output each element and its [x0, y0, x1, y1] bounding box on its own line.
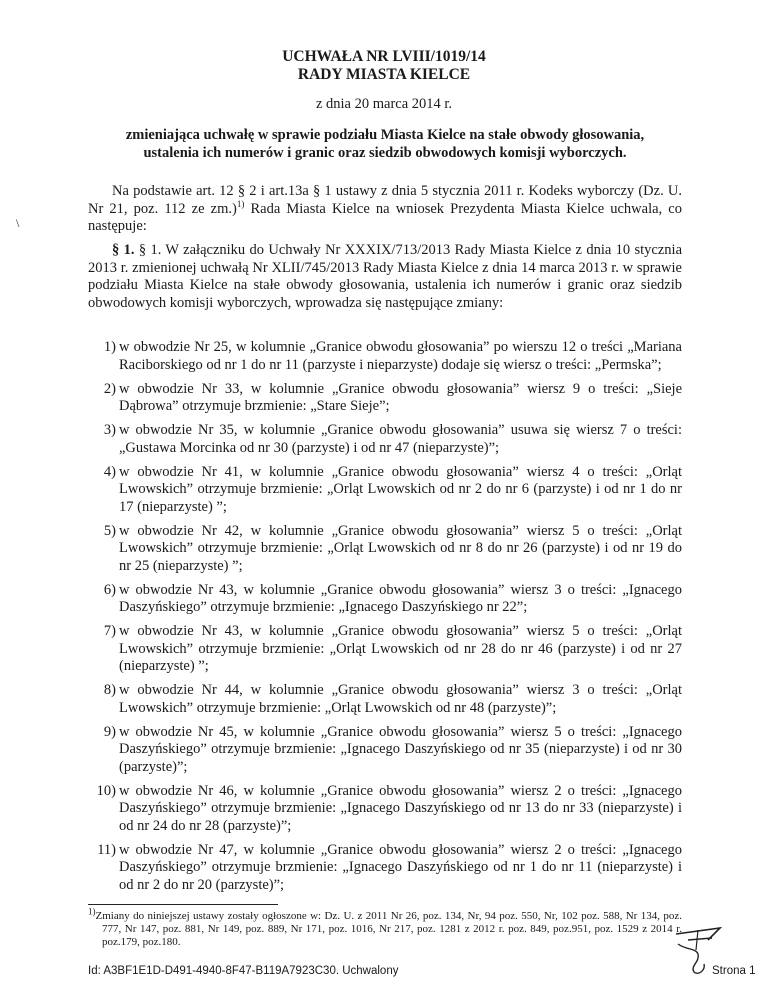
item-text: w obwodzie Nr 46, w kolumnie „Granice obwodu głosowania” wiersz 2 o treści: „Ignacego Daszyńskiego” otrzymuje brzmienie: „Ignacego Daszyńskiego od nr 13 do nr 33 (nieparzyste) i od nr 24 do nr 28 (parzyste)”; — [119, 782, 682, 834]
item-number: 10) — [96, 782, 116, 799]
list-item — [88, 682, 682, 717]
legal-basis-continuation: Rada Miasta Kielce na wniosek Prezydenta Miasta Kielce uchwala, co następuje: — [88, 200, 682, 234]
list-item — [88, 523, 682, 576]
list-item — [88, 623, 682, 676]
item-text: w obwodzie Nr 42, w kolumnie „Granice obwodu głosowania” wiersz 5 o treści: „Orląt Lwowskich” otrzymuje brzmienie: „Orląt Lwowskich od nr 8 do nr 26 (parzyste) i od nr 19 do nr 25 (nieparzyste) ”; — [119, 522, 682, 574]
section-1-text: § 1. W załączniku do Uchwały Nr XXXIX/713/2013 Rady Miasta Kielce z dnia 10 stycznia 2013 r. zmienionej uchwałą Nr XLII/745/2013 Rady Miasta Kielce z dnia 14 marca 2013 r. w sprawie podziału Miasta Kielce na stałe obwody głosowania, ustalenia ich numerów i granic oraz siedzib obwodowych komisji wyborczych, wprowadza się następujące zmiany: — [88, 242, 683, 311]
resolution-header — [0, 48, 768, 84]
item-number: 6) — [103, 581, 116, 598]
item-number: 7) — [103, 623, 116, 639]
footnote-mark: 1) — [88, 906, 96, 917]
item-number: 11) — [97, 841, 116, 858]
list-item — [88, 381, 682, 416]
footnote-reference: 1) — [236, 198, 245, 209]
amendments-list — [88, 339, 682, 901]
item-number: 4) — [103, 463, 116, 480]
item-text: w obwodzie Nr 47, w kolumnie „Granice obwodu głosowania” wiersz 2 o treści: „Ignacego Daszyńskiego” otrzymuje brzmienie: „Ignacego Daszyńskiego od nr 1 do nr 11 (nieparzyste) i od nr 2 do nr 20 (parzyste)”; — [119, 841, 682, 893]
list-item — [88, 339, 682, 374]
resolution-date: z dnia 20 marca 2014 r. — [315, 96, 453, 112]
resolution-number: UCHWAŁA NR LVIII/1019/14 — [282, 48, 486, 65]
item-text: w obwodzie Nr 33, w kolumnie „Granice obwodu głosowania” wiersz 9 o treści: „Sieje Dąbrowa” otrzymuje brzmienie: „Stare Sieje”; — [119, 380, 682, 414]
list-item — [88, 422, 682, 457]
section-label: § 1. — [112, 242, 135, 258]
page-number: Strona 1 — [712, 965, 756, 977]
list-item — [88, 724, 682, 777]
list-item — [88, 582, 682, 617]
item-number: 3) — [103, 422, 116, 438]
list-item — [88, 842, 682, 895]
council-name: RADY MIASTA KIELCE — [297, 66, 471, 83]
item-text: w obwodzie Nr 44, w kolumnie „Granice obwodu głosowania” wiersz 3 o treści: „Orląt Lwowskich” otrzymuje brzmienie: „Orląt Lwowskich od nr 48 (parzyste)”; — [119, 682, 682, 716]
item-number: 8) — [103, 682, 116, 698]
footnote-divider — [88, 904, 278, 905]
document-id: Id: A3BF1E1D-D491-4940-8F47-B119A7923C30. Uchwalony — [88, 965, 399, 977]
footnote — [88, 906, 682, 949]
item-text: w obwodzie Nr 25, w kolumnie „Granice obwodu głosowania” po wierszu 12 o treści „Mariana Raciborskiego od nr 1 do nr 11 (parzyste i nieparzyste) dodaje się wiersz o treści: „Permska”; — [119, 339, 682, 373]
item-text: w obwodzie Nr 35, w kolumnie „Granice obwodu głosowania” usuwa się wiersz 7 o treści: „Gustawa Morcinka od nr 30 (parzyste) i od nr 47 (nieparzyste)”; — [119, 422, 682, 456]
item-number: 5) — [103, 522, 116, 539]
item-text: w obwodzie Nr 43, w kolumnie „Granice obwodu głosowania” wiersz 3 o treści: „Ignacego Daszyńskiego” otrzymuje brzmienie: „Ignacego Daszyńskiego nr 22”; — [119, 581, 682, 615]
item-text: w obwodzie Nr 41, w kolumnie „Granice obwodu głosowania” wiersz 4 o treści: „Orląt Lwowskich” otrzymuje brzmienie: „Orląt Lwowskich od nr 2 do nr 6 (parzyste) i od nr 1 do nr 17 (nieparzyste) ”; — [119, 463, 682, 515]
footnote-text: Zmiany do niniejszej ustawy zostały ogłoszone w: Dz. U. z 2011 Nr 26, poz. 134, Nr, 94 poz. 550, Nr, 102 poz. 588, Nr 134, poz. 777, Nr 147, poz. 881, Nr 149, poz. 889, Nr 171, poz. 1016, Nr 217, poz. 1281 z 2012 r. poz. 849, poz.951, poz. 1529 z 2014 r. poz.179, poz.180. — [95, 910, 682, 948]
list-item — [88, 783, 682, 836]
list-item — [88, 464, 682, 517]
margin-mark: \ — [16, 216, 20, 230]
item-number: 2) — [103, 380, 116, 397]
resolution-subject: zmieniająca uchwałę w sprawie podziału Miasta Kielce na stałe obwody głosowania, ustalenia ich numerów i granic oraz siedzib obwodowych komisji wyborczych. — [125, 127, 645, 161]
item-text: w obwodzie Nr 45, w kolumnie „Granice obwodu głosowania” wiersz 5 o treści: „Ignacego Daszyńskiego” otrzymuje brzmienie: „Ignacego Daszyńskiego od nr 35 (nieparzyste) i od nr 30 (parzyste)”; — [119, 723, 682, 775]
legal-basis-paragraph — [88, 183, 682, 236]
legal-basis-text: Na podstawie art. 12 § 2 i art.13a § 1 ustawy z dnia 5 stycznia 2011 r. Kodeks wyborczy (Dz. U. Nr 21, poz. 112 ze zm.) — [88, 183, 682, 217]
item-number: 9) — [103, 723, 116, 740]
item-number: 1) — [103, 339, 116, 355]
item-text: w obwodzie Nr 43, w kolumnie „Granice obwodu głosowania” wiersz 5 o treści: „Orląt Lwowskich” otrzymuje brzmienie: „Orląt Lwowskich od nr 28 do nr 46 (parzyste) i od nr 27 (nieparzyste) ”; — [119, 623, 682, 674]
section-1-paragraph — [88, 242, 682, 312]
